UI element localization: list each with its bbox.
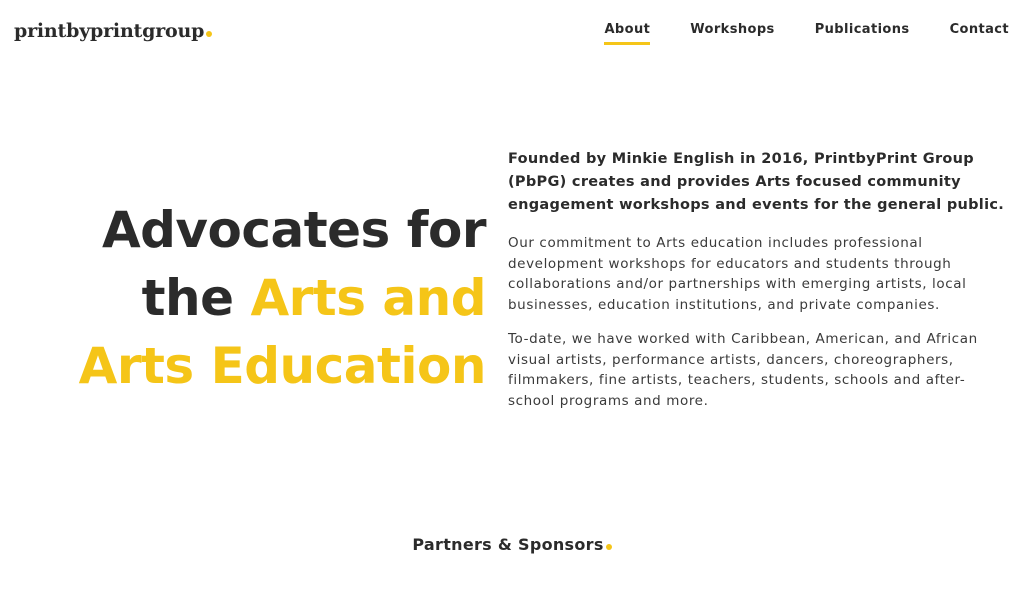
about-paragraph-1: Our commitment to Arts education includes professional development workshops for educators and students through collaborations and/or partnerships with emerging artists, local businesses, education institutions, and private companies. — [508, 235, 967, 313]
about-paragraph-2: To-date, we have worked with Caribbean, American, and African visual artists, performance artists, dancers, choreographers, filmmakers, fine artists, teachers, students, schools and after-school programs and more. — [508, 331, 978, 409]
about-lead: Founded by Minkie English in 2016, PrintbyPrint Group (PbPG) creates and provides Arts focused community engagement workshops and events for the general public. — [508, 151, 1005, 213]
about-content — [508, 148, 1008, 425]
partners-title: Partners & Sponsors — [412, 535, 604, 554]
hero-line3-accent: Arts Education — [78, 337, 486, 395]
hero-line2-accent: Arts and — [250, 269, 486, 327]
nav-workshops[interactable]: Workshops — [690, 22, 775, 37]
hero-line2-dark: the — [141, 269, 234, 327]
logo-text: printbyprintgroup — [14, 20, 205, 42]
partners-heading — [0, 535, 1024, 554]
main-nav — [604, 22, 1009, 45]
nav-publications[interactable]: Publications — [814, 22, 910, 37]
partners-dot-icon — [606, 544, 612, 550]
nav-contact[interactable]: Contact — [949, 22, 1009, 37]
logo-dot-icon — [206, 31, 212, 37]
site-logo[interactable] — [14, 20, 212, 42]
hero-line1: Advocates for — [101, 201, 486, 259]
nav-about[interactable]: About — [604, 22, 650, 45]
hero-heading — [30, 196, 486, 400]
